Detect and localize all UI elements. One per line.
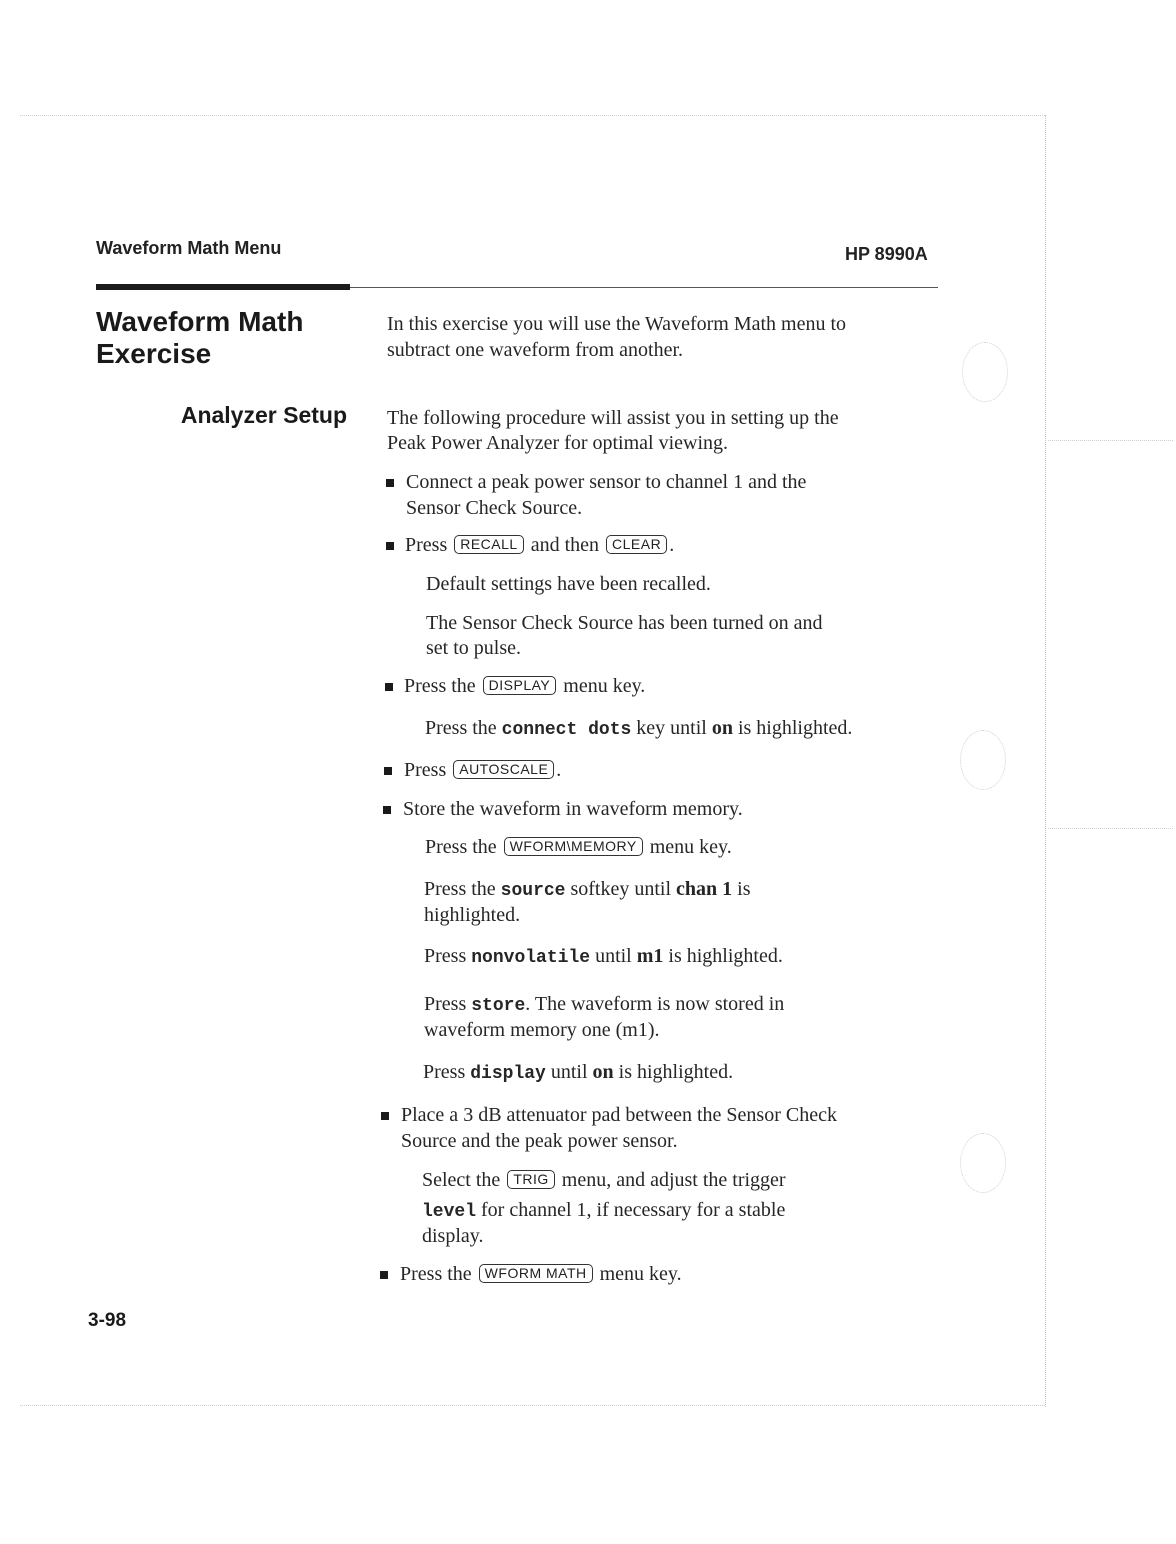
step-6-note-line-2 (422, 1197, 785, 1225)
section-title-line-1: Waveform Math (96, 306, 304, 337)
step-3 (404, 673, 645, 699)
step-5-b-post: is (737, 878, 751, 900)
step-5-e-post: is highlighted. (618, 1061, 734, 1083)
page-number: 3-98 (88, 1310, 127, 1331)
softkey-connect-dots: connect dots (501, 720, 632, 740)
softkey-level: level (422, 1202, 477, 1222)
step-7-pre: Press the (400, 1263, 472, 1285)
display-key: DISPLAY (483, 676, 557, 695)
bullet-icon (383, 806, 391, 814)
step-6-line-1: Place a 3 dB attenuator pad between the Sensor Check (401, 1104, 837, 1126)
clear-key: CLEAR (606, 535, 667, 554)
step-2-pre: Press (405, 534, 448, 556)
punch-hole-middle (960, 730, 1006, 790)
step-3-note-pre: Press the (425, 717, 497, 739)
subsection-heading: Analyzer Setup (180, 402, 347, 428)
step-3-note-mid: key until (636, 717, 707, 739)
step-5-b (424, 876, 751, 904)
step-5-d (424, 991, 784, 1019)
bullet-icon (381, 1112, 389, 1120)
step-1-line-2: Sensor Check Source. (406, 497, 583, 519)
step-6-note-line-3: display. (422, 1225, 484, 1247)
bullet-icon (386, 542, 394, 550)
step-5-e-mid: until (550, 1061, 588, 1083)
intro-line-1: In this exercise you will use the Waveform Math menu to (387, 313, 847, 335)
step-5-e-value: on (592, 1061, 614, 1083)
step-5-d-line-2: waveform memory one (m1). (424, 1019, 660, 1041)
step-5-e (423, 1059, 733, 1087)
intro-line-2: subtract one waveform from another. (387, 339, 684, 361)
step-7-post: menu key. (599, 1263, 682, 1285)
softkey-store: store (471, 996, 526, 1016)
step-5-b-value: chan 1 (676, 878, 733, 900)
trig-key: TRIG (507, 1170, 554, 1189)
step-2 (405, 532, 674, 558)
running-header-product: HP 8990A (845, 244, 928, 264)
scan-edge-top (20, 115, 1045, 116)
header-rule-thick (96, 284, 350, 290)
punch-hole-top (962, 342, 1008, 402)
softkey-nonvolatile: nonvolatile (471, 948, 591, 968)
softkey-display: display (470, 1064, 546, 1084)
step-2-note-1: Default settings have been recalled. (426, 573, 711, 595)
bullet-icon (380, 1271, 388, 1279)
scan-edge-bottom (20, 1405, 1045, 1406)
scan-edge-right (1045, 115, 1046, 1407)
step-3-pre: Press the (404, 675, 476, 697)
recall-key: RECALL (454, 535, 523, 554)
step-5: Store the waveform in waveform memory. (403, 798, 743, 820)
step-5-a-post: menu key. (649, 836, 732, 858)
step-5-c-mid: until (595, 945, 632, 967)
section-title-line-2: Exercise (96, 338, 212, 369)
step-6-line-2: Source and the peak power sensor. (401, 1130, 678, 1152)
scan-edge-tab-1 (1048, 440, 1173, 441)
softkey-source: source (500, 881, 566, 901)
step-2-note-2-line-1: The Sensor Check Source has been turned on and (426, 612, 823, 634)
step-6-note-pre: Select the (422, 1169, 501, 1191)
punch-hole-bottom (960, 1133, 1006, 1193)
step-5-c-pre: Press (424, 945, 467, 967)
step-5-d-pre: Press (424, 993, 467, 1015)
autoscale-key: AUTOSCALE (453, 760, 554, 779)
step-5-b-line-2: highlighted. (424, 904, 521, 926)
setup-line-1: The following procedure will assist you in setting up the (387, 407, 839, 429)
step-5-c-value: m1 (636, 945, 664, 967)
step-3-post: menu key. (563, 675, 646, 697)
step-5-e-pre: Press (423, 1061, 466, 1083)
bullet-icon (384, 767, 392, 775)
step-1-line-1: Connect a peak power sensor to channel 1 and the (406, 471, 807, 493)
step-5-c-post: is highlighted. (668, 945, 783, 967)
scan-edge-tab-2 (1048, 828, 1173, 829)
step-5-d-post: . The waveform is now stored in (525, 993, 785, 1015)
step-5-c (424, 943, 783, 971)
step-4-post: . (556, 759, 562, 781)
step-6-note-post: menu, and adjust the trigger (561, 1169, 786, 1191)
step-6-note (422, 1167, 786, 1193)
step-3-note-post: is highlighted. (737, 717, 853, 739)
step-7 (400, 1261, 682, 1287)
step-5-b-mid: softkey until (570, 878, 672, 900)
step-2-post: . (669, 534, 675, 556)
step-4-pre: Press (404, 759, 447, 781)
step-5-a (425, 834, 732, 860)
section-title (96, 306, 303, 370)
step-5-b-pre: Press the (424, 878, 496, 900)
bullet-icon (385, 683, 393, 691)
wform-math-key: WFORM MATH (479, 1264, 593, 1283)
setup-line-2: Peak Power Analyzer for optimal viewing. (387, 432, 729, 454)
wform-memory-key: WFORM\MEMORY (504, 837, 643, 856)
bullet-icon (386, 479, 394, 487)
step-3-note-value: on (711, 717, 733, 739)
running-header-section: Waveform Math Menu (96, 238, 282, 258)
step-3-note (425, 715, 852, 743)
step-2-mid: and then (530, 534, 600, 556)
step-4 (404, 757, 561, 783)
step-2-note-2-line-2: set to pulse. (426, 637, 521, 659)
step-6-note-line-2-text: for channel 1, if necessary for a stable (481, 1199, 786, 1221)
step-5-a-pre: Press the (425, 836, 497, 858)
